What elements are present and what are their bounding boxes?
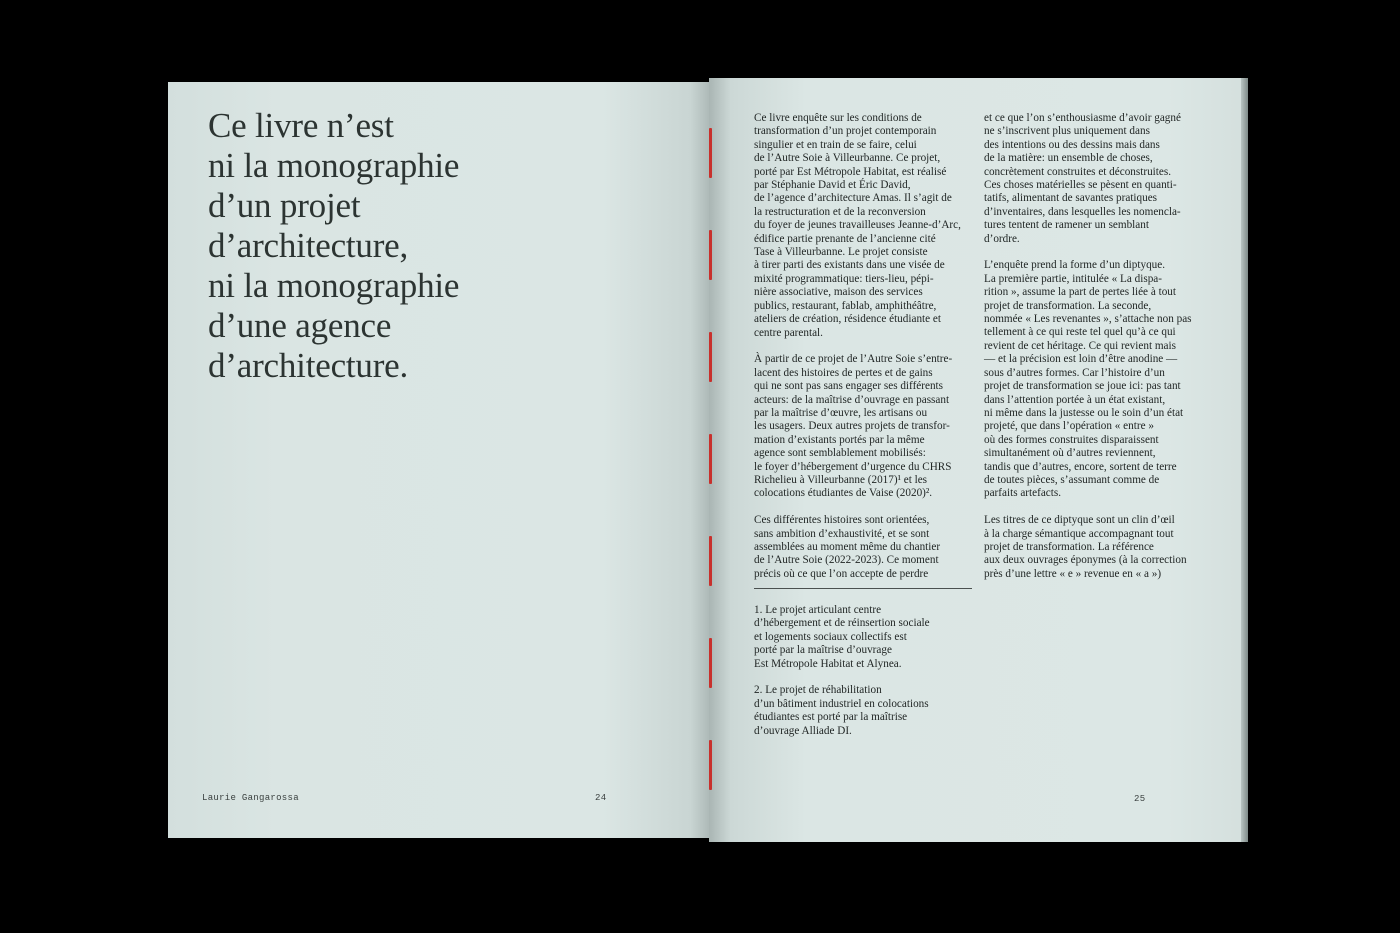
text-line: La première partie, intitulée « La dispa-	[984, 272, 1162, 285]
text-line: Est Métropole Habitat et Alynea.	[754, 657, 902, 670]
paragraph	[754, 353, 974, 500]
page-headline	[208, 106, 678, 386]
text-line: étudiantes est porté par la maîtrise	[754, 711, 908, 724]
text-line: singulier et en train de se faire, celui	[754, 138, 917, 151]
page-edge	[1241, 78, 1248, 842]
text-line: ne s’inscrivent plus uniquement dans	[984, 125, 1150, 138]
text-column-1	[754, 112, 974, 595]
text-line: d’ordre.	[984, 232, 1020, 245]
text-line: le foyer d’hébergement d’urgence du CHRS	[754, 460, 952, 473]
right-page	[709, 78, 1248, 842]
text-line: tandis que d’autres, encore, sortent de terre	[984, 460, 1177, 473]
text-line: édifice partie prenante de l’ancienne cité	[754, 232, 936, 245]
text-line: projeté, que dans l’opération « entre »	[984, 420, 1154, 433]
binding-stitch	[709, 230, 712, 280]
page-number-left: 24	[595, 793, 607, 803]
text-line: où des formes construites disparaissent	[984, 433, 1159, 446]
binding-stitch	[709, 536, 712, 586]
text-line: mixité programmatique: tiers-lieu, pépi-	[754, 272, 934, 285]
text-line: tellement à ce qui reste tel quel qu’à ce qui	[984, 326, 1176, 339]
text-line: parfaits artefacts.	[984, 487, 1062, 500]
text-line: ateliers de création, résidence étudiante et	[754, 313, 941, 326]
headline-line: d’architecture,	[208, 226, 409, 265]
text-line: de l’Autre Soie (2022-2023). Ce moment	[754, 554, 939, 567]
text-line: nière associative, maison des services	[754, 286, 923, 299]
text-line: revient de cet héritage. Ce qui revient mais	[984, 339, 1176, 352]
running-footer-author: Laurie Gangarossa	[202, 793, 299, 803]
text-line: mation d’existants portés par la même	[754, 433, 925, 446]
text-line: par Stéphanie David et Éric David,	[754, 179, 911, 192]
text-line: d’hébergement et de réinsertion sociale	[754, 617, 930, 630]
text-line: d’ouvrage Alliade DI.	[754, 724, 852, 737]
text-line: simultanément où d’autres reviennent,	[984, 447, 1156, 460]
text-line: du foyer de jeunes travailleuses Jeanne-d’Arc,	[754, 219, 961, 232]
headline-line: Ce livre n’est	[208, 106, 394, 145]
text-line: d’un bâtiment industriel en colocations	[754, 697, 929, 710]
paragraph	[754, 514, 974, 581]
paragraph	[984, 112, 1214, 246]
paragraph	[754, 604, 984, 671]
text-line: de la matière: un ensemble de choses,	[984, 152, 1153, 165]
text-line: rition », assume la part de pertes liée à tout	[984, 286, 1176, 299]
text-line: la restructuration et de la reconversion	[754, 205, 926, 218]
page-number-right: 25	[1134, 794, 1146, 804]
text-line: projet de transformation. La référence	[984, 540, 1154, 553]
text-line: près d’une lettre « e » revenue en « a »)	[984, 567, 1162, 580]
text-line: dans l’attention portée à un état existant,	[984, 393, 1166, 406]
text-line: sans ambition d’exhaustivité, et se sont	[754, 527, 930, 540]
text-line: L’enquête prend la forme d’un diptyque.	[984, 259, 1166, 272]
text-line: agence sont semblablement mobilisés:	[754, 447, 926, 460]
text-line: 1. Le projet articulant centre	[754, 604, 882, 616]
headline-line: d’un projet	[208, 186, 361, 225]
book-spread	[168, 80, 1248, 838]
text-line: colocations étudiantes de Vaise (2020)².	[754, 487, 933, 500]
text-line: À partir de ce projet de l’Autre Soie s’entre-	[754, 353, 953, 366]
text-line: — et la précision est loin d’être anodine —	[984, 353, 1178, 366]
text-line: Ces différentes histoires sont orientées,	[754, 514, 930, 527]
paragraph	[984, 259, 1214, 500]
text-line: à tirer parti des existants dans une visée de	[754, 259, 945, 272]
text-line: de l’Autre Soie à Villeurbanne. Ce projet,	[754, 152, 941, 165]
text-line: par la maîtrise d’œuvre, les artisans ou	[754, 406, 928, 419]
text-line: projet de transformation. La seconde,	[984, 299, 1152, 312]
text-line: projet de transformation se joue ici: pas tant	[984, 380, 1181, 393]
text-line: transformation d’un projet contemporain	[754, 125, 937, 138]
text-line: Richelieu à Villeurbanne (2017)¹ et les	[754, 473, 928, 486]
text-line: Ces choses matérielles se pèsent en quanti-	[984, 179, 1177, 192]
text-line: 2. Le projet de réhabilitation	[754, 684, 882, 697]
text-line: aux deux ouvrages éponymes (à la correction	[984, 554, 1187, 567]
headline-line: d’architecture.	[208, 346, 409, 385]
text-line: et logements sociaux collectifs est	[754, 630, 907, 643]
text-line: acteurs: de la maîtrise d’ouvrage en passant	[754, 393, 950, 406]
text-line: centre parental.	[754, 326, 823, 339]
text-line: concrètement construites et déconstruites.	[984, 165, 1172, 178]
text-line: ni même dans la justesse ou le soin d’un état	[984, 406, 1184, 419]
binding-stitch	[709, 332, 712, 382]
text-line: de toutes pièces, s’assumant comme de	[984, 473, 1160, 486]
text-line: qui ne sont pas sans engager ses différents	[754, 380, 944, 393]
text-line: Tase à Villeurbanne. Le projet consiste	[754, 246, 928, 259]
binding-stitch	[709, 740, 712, 790]
binding-stitch	[709, 128, 712, 178]
text-line: lacent des histoires de pertes et de gains	[754, 366, 933, 379]
paragraph	[754, 684, 984, 738]
text-line: les usagers. Deux autres projets de transfor-	[754, 420, 950, 433]
binding-stitch	[709, 638, 712, 688]
text-line: Les titres de ce diptyque sont un clin d’œil	[984, 514, 1175, 527]
text-line: précis où ce que l’on accepte de perdre	[754, 567, 929, 580]
binding-stitch	[709, 434, 712, 484]
text-line: assemblées au moment même du chantier	[754, 540, 941, 553]
text-line: sous d’autres formes. Car l’histoire d’un	[984, 366, 1165, 379]
left-page	[168, 82, 712, 838]
text-line: d’inventaires, dans lesquelles les nomencla-	[984, 205, 1181, 218]
footnote-rule	[754, 588, 972, 589]
text-line: des intentions ou des dessins mais dans	[984, 138, 1160, 151]
paragraph	[754, 112, 974, 340]
text-line: Ce livre enquête sur les conditions de	[754, 112, 922, 124]
headline-line: ni la monographie	[208, 146, 460, 185]
text-line: publics, restaurant, fablab, amphithéâtre,	[754, 299, 937, 312]
text-column-2	[984, 112, 1214, 595]
text-line: porté par la maîtrise d’ouvrage	[754, 644, 892, 657]
text-line: tures tentent de ramener un semblant	[984, 219, 1149, 232]
text-line: de l’agence d’architecture Amas. Il s’agit de	[754, 192, 952, 205]
text-line: porté par Est Métropole Habitat, est réalisé	[754, 165, 947, 178]
footnotes	[754, 604, 984, 751]
text-line: et ce que l’on s’enthousiasme d’avoir gagné	[984, 112, 1181, 124]
text-line: nommée « Les revenantes », s’attache non pas	[984, 313, 1192, 326]
text-line: tatifs, alimentant de savantes pratiques	[984, 192, 1158, 205]
headline-line: ni la monographie	[208, 266, 460, 305]
paragraph	[984, 514, 1214, 581]
headline-line: d’une agence	[208, 306, 392, 345]
text-line: à la charge sémantique accompagnant tout	[984, 527, 1174, 540]
